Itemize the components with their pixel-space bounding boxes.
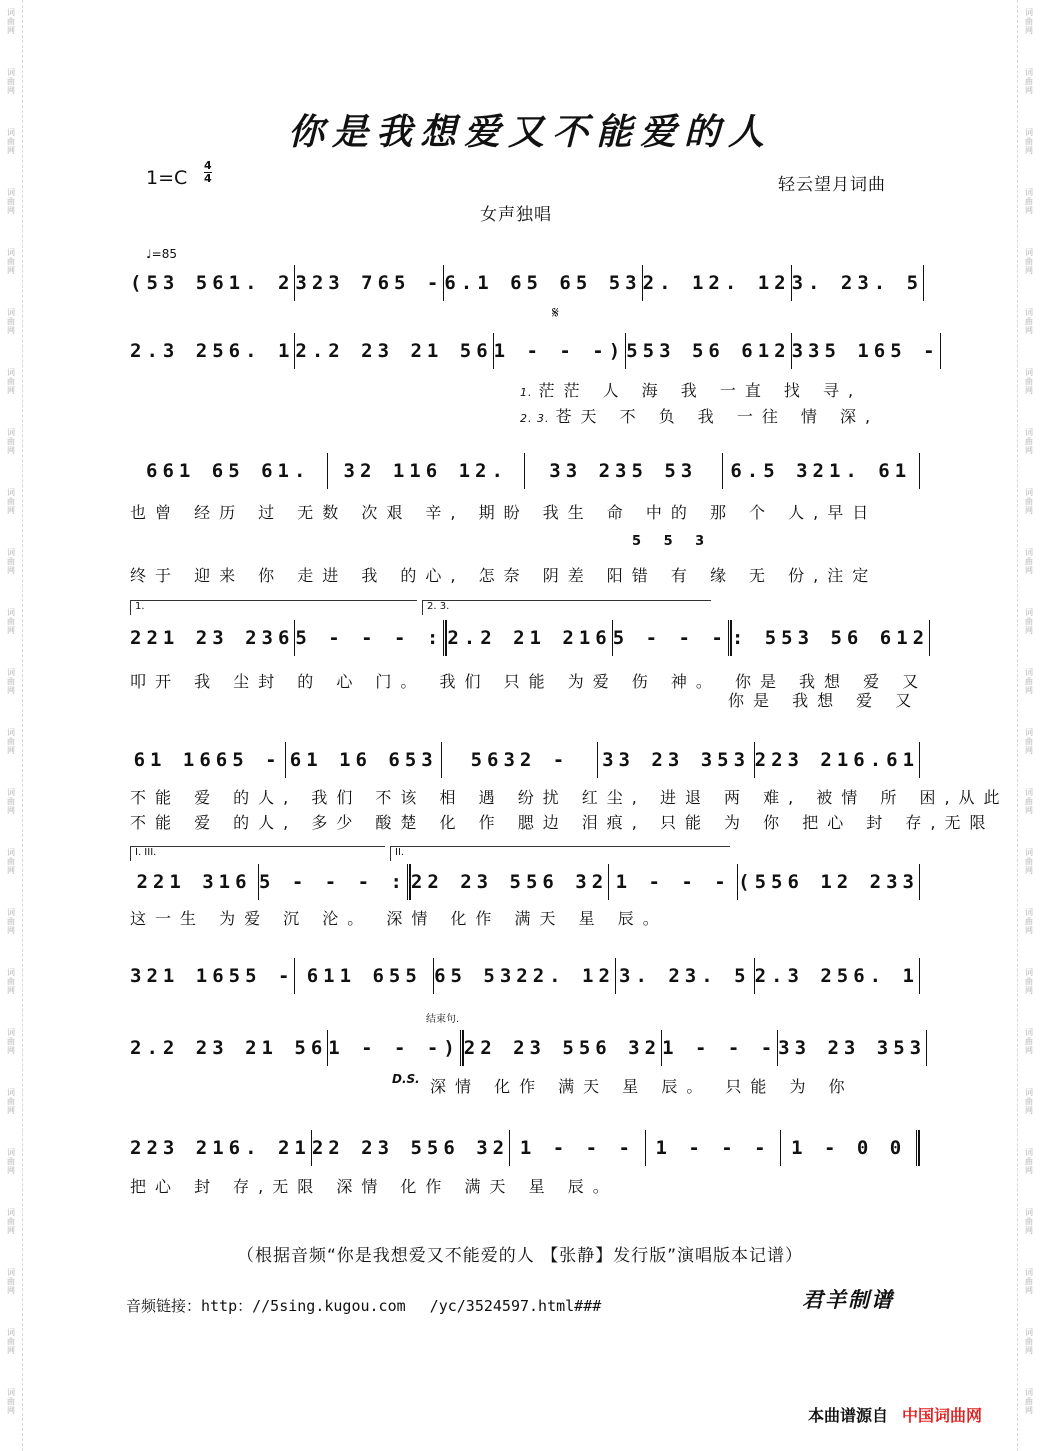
- watermark-text: 词曲网: [1025, 248, 1033, 275]
- lyric-line: 这一生 为爱 沉 沦。 深情 化作 满天 星 辰。: [130, 909, 668, 928]
- measure: 22 23 556 32: [311, 1130, 509, 1166]
- watermark-text: 词曲网: [1025, 1388, 1033, 1415]
- time-signature: [204, 160, 212, 185]
- watermark-text: 词曲网: [7, 668, 15, 695]
- performance-type: 女声独唱: [480, 205, 552, 225]
- watermark-text: 词曲网: [1025, 1088, 1033, 1115]
- watermark-text: 词曲网: [7, 1088, 15, 1115]
- measure: 5 - - -: [612, 620, 731, 656]
- watermark-text: 词曲网: [7, 1028, 15, 1055]
- measure: 2.2 23 21 56: [130, 1037, 328, 1059]
- measure: 5 - - - :: [294, 620, 446, 656]
- lyric-line: 深情 化作 满天 星 辰。 只能 为 你: [430, 1077, 854, 1096]
- measure: 61 16 653: [285, 742, 441, 778]
- right-watermark-strip: [1017, 0, 1040, 1451]
- measure: 221 316: [136, 871, 252, 893]
- watermark-text: 词曲网: [1025, 668, 1033, 695]
- alternate-notes: 5 5 3: [632, 534, 714, 549]
- measure: 335 165 -: [791, 333, 940, 369]
- watermark-text: 词曲网: [1025, 428, 1033, 455]
- measure: (53 561. 2: [130, 272, 295, 294]
- segno-sign: 𝄋: [552, 303, 559, 322]
- watermark-text: 词曲网: [7, 8, 15, 35]
- watermark-text: 词曲网: [7, 908, 15, 935]
- volta-second-ending: II.: [390, 846, 730, 861]
- measure: 221 23 236: [130, 627, 295, 649]
- watermark-text: 词曲网: [7, 548, 15, 575]
- watermark-text: 词曲网: [1025, 1268, 1033, 1295]
- lyric-text: 苍天 不 负 我 一往 情 深,: [555, 407, 880, 426]
- measure: 6.1 65 65 53: [443, 265, 641, 301]
- watermark-text: 词曲网: [7, 848, 15, 875]
- measure: 22 23 556 32: [463, 1030, 661, 1066]
- lyric-line: 把心 封 存,无限 深情 化作 满天 星 辰。: [130, 1177, 618, 1196]
- measure: 3. 23. 5: [791, 265, 924, 301]
- measure: 611 655: [294, 958, 433, 994]
- lyric-line-verse-1: [130, 378, 920, 401]
- watermark-text: 词曲网: [1025, 1148, 1033, 1175]
- notation-system-5: [130, 742, 920, 782]
- watermark-text: 词曲网: [7, 368, 15, 395]
- watermark-text: 词曲网: [1025, 548, 1033, 575]
- measure: 1 - - -: [509, 1130, 645, 1166]
- tempo-marking: ♩=85: [146, 247, 177, 261]
- notation-system-9: [130, 1130, 920, 1170]
- measure: 223 216.61: [754, 742, 919, 778]
- composer-credit: 轻云望月词曲: [778, 175, 886, 195]
- watermark-text: 词曲网: [1025, 1328, 1033, 1355]
- time-signature-bottom: 4: [204, 172, 212, 185]
- measure: 1 - 0 0: [780, 1130, 919, 1166]
- watermark-text: 词曲网: [7, 1148, 15, 1175]
- key-signature: 1=C: [146, 167, 188, 189]
- notation-system-8: [130, 1030, 927, 1070]
- source-site-link[interactable]: 中国词曲网: [902, 1406, 983, 1425]
- measure: 33 235 53: [524, 453, 722, 489]
- lyric-line: 不能 爱 的人, 多少 酸楚 化 作 腮边 泪痕, 只能 为 你 把心 封 存,无限: [130, 813, 995, 832]
- watermark-text: 词曲网: [1025, 128, 1033, 155]
- watermark-text: 词曲网: [7, 308, 15, 335]
- watermark-text: 词曲网: [1025, 848, 1033, 875]
- watermark-text: 词曲网: [7, 1388, 15, 1415]
- song-title: 你是我想爱又不能爱的人: [287, 111, 772, 153]
- watermark-text: 词曲网: [1025, 788, 1033, 815]
- notation-system-6: [130, 864, 920, 904]
- measure: 5632 -: [441, 742, 597, 778]
- source-footer: [808, 1403, 982, 1426]
- measure: 2.2 23 21 56: [294, 333, 492, 369]
- transcriber-signature: 君羊制谱: [802, 1287, 894, 1312]
- verse-number: 2. 3.: [520, 412, 550, 425]
- watermark-text: 词曲网: [1025, 908, 1033, 935]
- measure: 223 216. 21: [130, 1137, 311, 1159]
- lyric-line: 终于 迎来 你 走进 我 的心, 怎奈 阴差 阳错 有 缘 无 份,注定: [130, 566, 878, 585]
- volta-first-ending: 1.: [130, 600, 417, 615]
- watermark-text: 词曲网: [7, 788, 15, 815]
- measure: 2.3 256. 1: [130, 340, 295, 362]
- verse-number: 1.: [520, 386, 533, 399]
- watermark-text: 词曲网: [7, 128, 15, 155]
- watermark-text: 词曲网: [1025, 68, 1033, 95]
- measure: 3. 23. 5: [615, 958, 754, 994]
- lyric-line: 叩开 我 尘封 的 心 门。 我们 只能 为爱 伤 神。 你是 我想 爱 又: [130, 672, 928, 691]
- measure: 553 56 612: [625, 333, 790, 369]
- measure: 321 1655 -: [130, 965, 295, 987]
- notation-system-4: [130, 620, 930, 660]
- finish-label: 结束句.: [426, 1014, 460, 1025]
- lyric-text: 茫茫 人 海 我 一直 找 寻,: [538, 381, 863, 400]
- notation-system-7: [130, 958, 920, 998]
- watermark-text: 词曲网: [7, 248, 15, 275]
- watermark-text: 词曲网: [7, 188, 15, 215]
- measure: 2. 12. 12: [642, 265, 791, 301]
- watermark-text: 词曲网: [1025, 968, 1033, 995]
- lyric-line: 也曾 经历 过 无数 次艰 辛, 期盼 我生 命 中的 那 个 人,早日: [130, 503, 878, 522]
- measure: (556 12 233: [737, 864, 919, 900]
- measure: : 553 56 612: [731, 620, 929, 656]
- measure: 2.3 256. 1: [754, 958, 919, 994]
- notation-system-3: [130, 453, 920, 493]
- watermark-text: 词曲网: [1025, 1208, 1033, 1235]
- watermark-text: 词曲网: [1025, 1028, 1033, 1055]
- dal-segno-marking: D.S.: [392, 1072, 420, 1086]
- measure: 323 765 -: [294, 265, 443, 301]
- measure: 661 65 61.: [146, 460, 311, 482]
- measure: 61 1665 -: [133, 749, 282, 771]
- watermark-text: 词曲网: [1025, 368, 1033, 395]
- watermark-text: 词曲网: [1025, 728, 1033, 755]
- measure: 1 - - -): [327, 1030, 463, 1066]
- measure: 32 116 12.: [327, 453, 525, 489]
- watermark-text: 词曲网: [7, 68, 15, 95]
- transcription-source-note: （根据音频“你是我想爱又不能爱的人 【张静】发行版”演唱版本记谱）: [236, 1246, 804, 1266]
- measure: 1 - - -: [608, 864, 737, 900]
- measure: 1 - - -: [645, 1130, 781, 1166]
- watermark-text: 词曲网: [1025, 188, 1033, 215]
- source-label: 本曲谱源自: [808, 1406, 889, 1425]
- lyric-line: 不能 爱 的人, 我们 不该 相 遇 纷扰 红尘, 进退 两 难, 被情 所 困,从此: [130, 788, 1009, 807]
- watermark-text: 词曲网: [7, 1328, 15, 1355]
- watermark-text: 词曲网: [1025, 488, 1033, 515]
- watermark-text: 词曲网: [7, 608, 15, 635]
- measure: 65 5322. 12: [433, 958, 615, 994]
- lyric-line-alt: 你是 我想 爱 又: [728, 691, 921, 710]
- lyric-line-verse-2: [130, 404, 920, 427]
- time-signature-top: 4: [204, 159, 212, 172]
- left-watermark-strip: [0, 0, 23, 1451]
- measure: 1 - - -): [493, 333, 626, 369]
- volta-second-third-ending: 2. 3.: [422, 600, 711, 615]
- volta-first-third-ending: I. III.: [130, 846, 385, 861]
- measure: 5 - - - :: [258, 864, 410, 900]
- watermark-text: 词曲网: [7, 428, 15, 455]
- watermark-text: 词曲网: [7, 488, 15, 515]
- measure: 22 23 556 32: [410, 864, 608, 900]
- notation-system-2: [130, 333, 940, 373]
- audio-link[interactable]: 音频链接：http：//5sing.kugou.com /yc/3524597.html###: [126, 1297, 602, 1315]
- measure: 33 23 353: [777, 1030, 926, 1066]
- watermark-text: 词曲网: [7, 968, 15, 995]
- measure: 6.5 321. 61: [722, 453, 920, 489]
- notation-system-1: [130, 265, 924, 305]
- watermark-text: 词曲网: [1025, 308, 1033, 335]
- watermark-text: 词曲网: [7, 1208, 15, 1235]
- measure: 33 23 353: [597, 742, 753, 778]
- watermark-text: 词曲网: [1025, 608, 1033, 635]
- measure: 2.2 21 216: [446, 620, 611, 656]
- watermark-text: 词曲网: [1025, 8, 1033, 35]
- watermark-text: 词曲网: [7, 1268, 15, 1295]
- measure: 1 - - -: [661, 1030, 777, 1066]
- watermark-text: 词曲网: [7, 728, 15, 755]
